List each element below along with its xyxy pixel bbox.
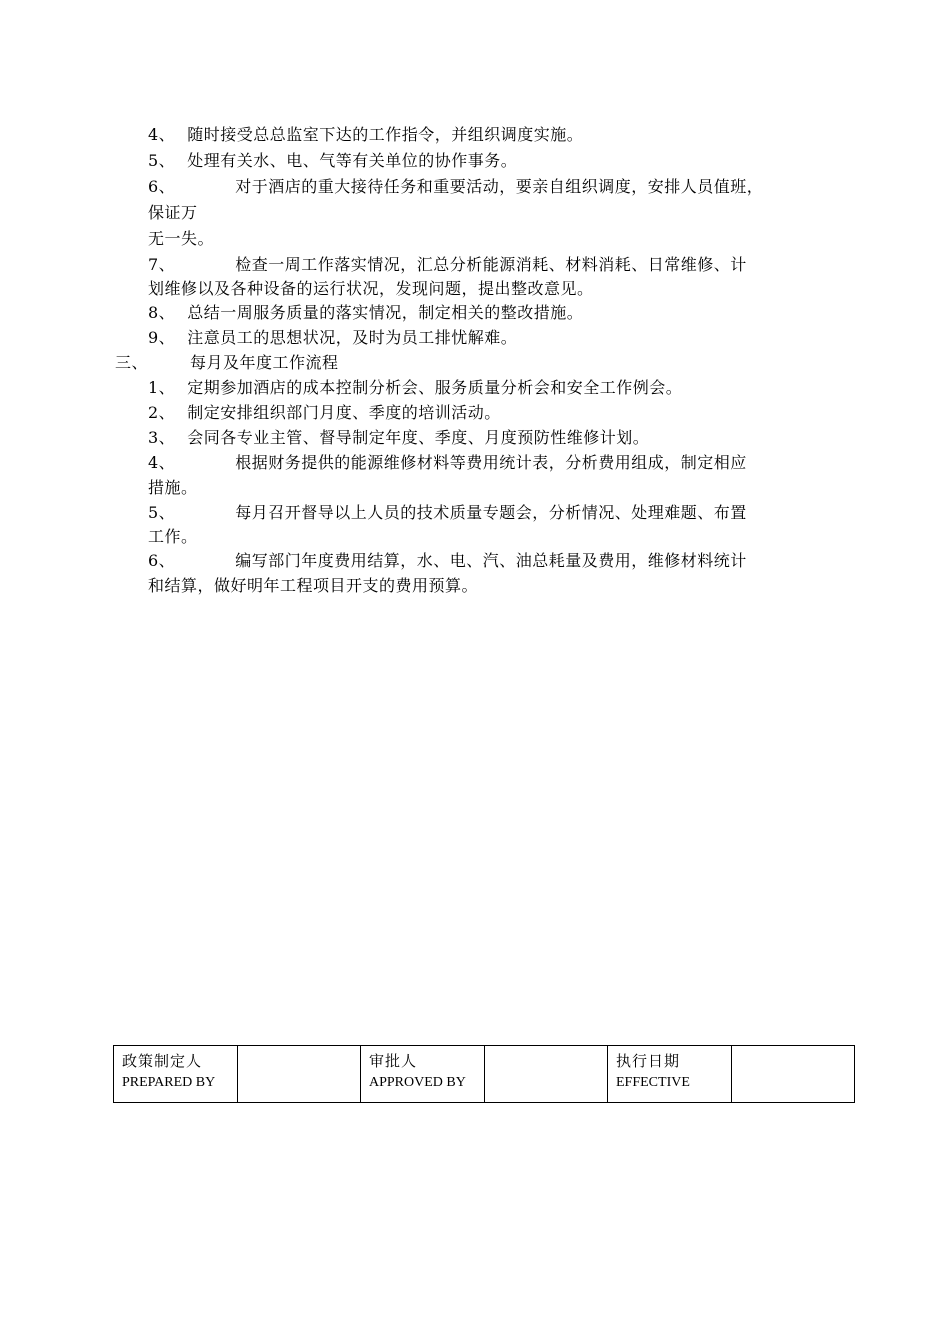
list-item bbox=[148, 453, 747, 475]
prepared-by-en: PREPARED BY bbox=[122, 1075, 216, 1090]
list-item bbox=[148, 177, 763, 199]
item-number: 3、 bbox=[148, 428, 176, 447]
effective-en: EFFECTIVE bbox=[616, 1075, 690, 1090]
prepared-by-label-cell bbox=[114, 1046, 238, 1103]
item-number: 6、 bbox=[148, 551, 176, 570]
item-text: 注意员工的思想状况，及时为员工排忧解难。 bbox=[187, 328, 518, 347]
item-text: 制定安排组织部门月度、季度的培训活动。 bbox=[187, 403, 501, 422]
list-item bbox=[148, 151, 517, 173]
item-number: 4、 bbox=[148, 453, 176, 472]
item-number: 9、 bbox=[148, 328, 176, 347]
list-item bbox=[148, 255, 747, 277]
item-number: 4、 bbox=[148, 125, 176, 144]
signature-table bbox=[113, 1045, 855, 1103]
item-continuation: 保证万 bbox=[148, 203, 198, 222]
item-number: 1、 bbox=[148, 378, 176, 397]
list-item bbox=[148, 328, 517, 350]
item-text: 编写部门年度费用结算，水、电、汽、油总耗量及费用，维修材料统计 bbox=[235, 551, 747, 570]
item-number: 5、 bbox=[148, 151, 176, 170]
section-number: 三、 bbox=[115, 353, 149, 372]
item-continuation: 无一失。 bbox=[148, 229, 215, 248]
list-item bbox=[148, 378, 682, 400]
item-continuation: 工作。 bbox=[148, 527, 198, 546]
item-text: 对于酒店的重大接待任务和重要活动，要亲自组织调度，安排人员值班， bbox=[235, 177, 764, 196]
effective-label-cell bbox=[608, 1046, 732, 1103]
list-item bbox=[148, 303, 583, 325]
effective-value-cell[interactable] bbox=[731, 1046, 855, 1103]
prepared-by-value-cell[interactable] bbox=[237, 1046, 361, 1103]
item-text: 根据财务提供的能源维修材料等费用统计表，分析费用组成，制定相应 bbox=[235, 453, 747, 472]
item-text: 处理有关水、电、气等有关单位的协作事务。 bbox=[187, 151, 518, 170]
item-continuation: 划维修以及各种设备的运行状况，发现问题，提出整改意见。 bbox=[148, 279, 594, 298]
item-number: 5、 bbox=[148, 503, 176, 522]
item-text: 检查一周工作落实情况，汇总分析能源消耗、材料消耗、日常维修、计 bbox=[235, 255, 747, 274]
approved-by-label-cell bbox=[361, 1046, 485, 1103]
approved-by-value-cell[interactable] bbox=[484, 1046, 608, 1103]
section-heading bbox=[115, 353, 339, 375]
item-text: 会同各专业主管、督导制定年度、季度、月度预防性维修计划。 bbox=[187, 428, 650, 447]
approved-by-en: APPROVED BY bbox=[369, 1075, 466, 1090]
item-number: 8、 bbox=[148, 303, 176, 322]
effective-cn: 执行日期 bbox=[616, 1052, 681, 1070]
item-number: 6、 bbox=[148, 177, 176, 196]
table-row bbox=[114, 1046, 855, 1103]
item-number: 2、 bbox=[148, 403, 176, 422]
section-title: 每月及年度工作流程 bbox=[190, 353, 339, 372]
list-item bbox=[148, 503, 747, 525]
item-text: 总结一周服务质量的落实情况，制定相关的整改措施。 bbox=[187, 303, 584, 322]
item-number: 7、 bbox=[148, 255, 176, 274]
prepared-by-cn: 政策制定人 bbox=[122, 1052, 203, 1070]
list-item bbox=[148, 403, 501, 425]
item-text: 每月召开督导以上人员的技术质量专题会，分析情况、处理难题、布置 bbox=[235, 503, 747, 522]
item-text: 定期参加酒店的成本控制分析会、服务质量分析会和安全工作例会。 bbox=[187, 378, 683, 397]
item-continuation: 和结算，做好明年工程项目开支的费用预算。 bbox=[148, 576, 479, 595]
list-item bbox=[148, 551, 747, 573]
item-text: 随时接受总总监室下达的工作指令，并组织调度实施。 bbox=[187, 125, 584, 144]
approved-by-cn: 审批人 bbox=[369, 1052, 418, 1070]
list-item bbox=[148, 428, 649, 450]
item-continuation: 措施。 bbox=[148, 478, 198, 497]
list-item bbox=[148, 125, 583, 147]
